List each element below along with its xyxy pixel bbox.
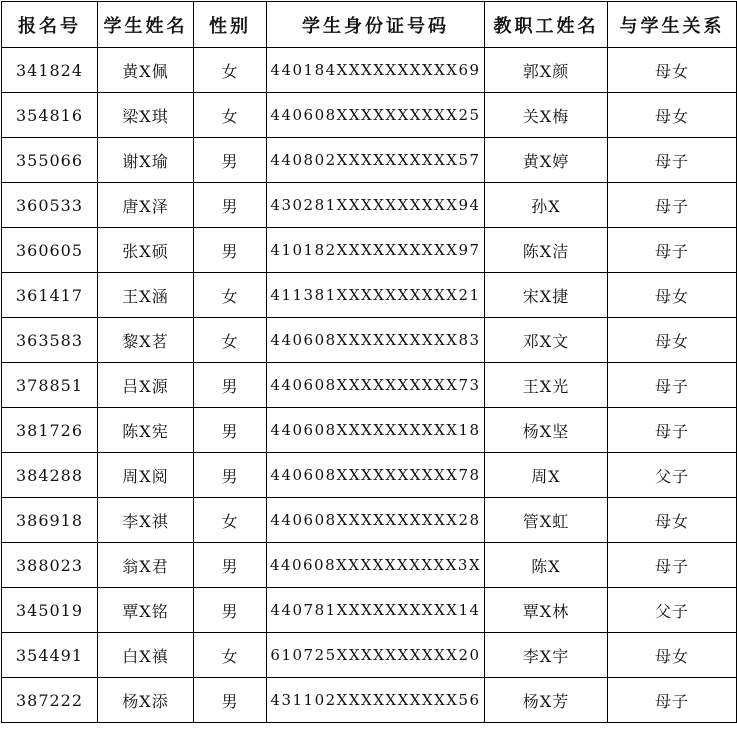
student-name-cell: 白X禛	[98, 633, 194, 678]
gender-cell: 女	[194, 498, 267, 543]
student-id-cell: 410182XXXXXXXXXX97	[267, 228, 485, 273]
student-id-cell: 610725XXXXXXXXXX20	[267, 633, 485, 678]
student-staff-relation-table	[1, 1, 737, 723]
registration-number-cell: 345019	[2, 588, 98, 633]
header-staff-name: 教职工姓名	[485, 2, 608, 48]
table-row	[2, 633, 737, 678]
student-id-cell: 440608XXXXXXXXXX78	[267, 453, 485, 498]
relationship-cell: 母子	[608, 363, 737, 408]
student-name-cell: 黄X佩	[98, 48, 194, 93]
gender-cell: 男	[194, 453, 267, 498]
gender-cell: 男	[194, 408, 267, 453]
relationship-cell: 母子	[608, 183, 737, 228]
registration-number-cell: 386918	[2, 498, 98, 543]
staff-name-cell: 杨X芳	[485, 678, 608, 723]
registration-number-cell: 387222	[2, 678, 98, 723]
header-registration-number: 报名号	[2, 2, 98, 48]
table-row	[2, 228, 737, 273]
registration-number-cell: 378851	[2, 363, 98, 408]
relationship-cell: 母女	[608, 498, 737, 543]
staff-name-cell: 管X虹	[485, 498, 608, 543]
student-id-cell: 440608XXXXXXXXXX73	[267, 363, 485, 408]
staff-name-cell: 关X梅	[485, 93, 608, 138]
gender-cell: 女	[194, 93, 267, 138]
registration-number-cell: 361417	[2, 273, 98, 318]
staff-name-cell: 覃X林	[485, 588, 608, 633]
table-row	[2, 318, 737, 363]
student-name-cell: 王X涵	[98, 273, 194, 318]
student-id-cell: 430281XXXXXXXXXX94	[267, 183, 485, 228]
student-name-cell: 翁X君	[98, 543, 194, 588]
table-body	[2, 48, 737, 723]
student-id-cell: 440608XXXXXXXXXX83	[267, 318, 485, 363]
student-id-cell: 440608XXXXXXXXXX18	[267, 408, 485, 453]
relationship-cell: 母子	[608, 408, 737, 453]
relationship-cell: 母子	[608, 228, 737, 273]
gender-cell: 女	[194, 273, 267, 318]
table-row	[2, 273, 737, 318]
header-student-name: 学生姓名	[98, 2, 194, 48]
student-name-cell: 李X祺	[98, 498, 194, 543]
relationship-cell: 母子	[608, 138, 737, 183]
header-student-id-number: 学生身份证号码	[267, 2, 485, 48]
registration-number-cell: 384288	[2, 453, 98, 498]
student-id-cell: 440781XXXXXXXXXX14	[267, 588, 485, 633]
relationship-cell: 母子	[608, 678, 737, 723]
header-gender: 性别	[194, 2, 267, 48]
student-name-cell: 张X硕	[98, 228, 194, 273]
student-id-cell: 440608XXXXXXXXXX28	[267, 498, 485, 543]
student-name-cell: 黎X茗	[98, 318, 194, 363]
relationship-cell: 母女	[608, 318, 737, 363]
registration-number-cell: 360605	[2, 228, 98, 273]
student-id-cell: 440608XXXXXXXXXX25	[267, 93, 485, 138]
table-row	[2, 93, 737, 138]
gender-cell: 女	[194, 318, 267, 363]
student-name-cell: 陈X宪	[98, 408, 194, 453]
staff-name-cell: 邓X文	[485, 318, 608, 363]
student-name-cell: 周X阅	[98, 453, 194, 498]
header-relationship: 与学生关系	[608, 2, 737, 48]
gender-cell: 男	[194, 678, 267, 723]
student-id-cell: 431102XXXXXXXXXX56	[267, 678, 485, 723]
registration-number-cell: 381726	[2, 408, 98, 453]
relationship-cell: 母子	[608, 543, 737, 588]
staff-name-cell: 李X宇	[485, 633, 608, 678]
gender-cell: 男	[194, 543, 267, 588]
student-id-cell: 440802XXXXXXXXXX57	[267, 138, 485, 183]
registration-number-cell: 360533	[2, 183, 98, 228]
relationship-cell: 父子	[608, 453, 737, 498]
student-id-cell: 411381XXXXXXXXXX21	[267, 273, 485, 318]
relationship-cell: 母女	[608, 633, 737, 678]
staff-name-cell: 郭X颜	[485, 48, 608, 93]
staff-name-cell: 孙X	[485, 183, 608, 228]
student-name-cell: 杨X添	[98, 678, 194, 723]
registration-number-cell: 363583	[2, 318, 98, 363]
gender-cell: 女	[194, 633, 267, 678]
student-name-cell: 唐X泽	[98, 183, 194, 228]
table-row	[2, 453, 737, 498]
student-id-cell: 440608XXXXXXXXXX3X	[267, 543, 485, 588]
student-name-cell: 谢X瑜	[98, 138, 194, 183]
gender-cell: 男	[194, 228, 267, 273]
table-row	[2, 543, 737, 588]
student-name-cell: 吕X源	[98, 363, 194, 408]
staff-name-cell: 宋X捷	[485, 273, 608, 318]
registration-number-cell: 341824	[2, 48, 98, 93]
table-row	[2, 183, 737, 228]
table-row	[2, 678, 737, 723]
table-row	[2, 363, 737, 408]
staff-name-cell: 王X光	[485, 363, 608, 408]
registration-number-cell: 354816	[2, 93, 98, 138]
table-row	[2, 138, 737, 183]
gender-cell: 女	[194, 48, 267, 93]
relationship-cell: 父子	[608, 588, 737, 633]
gender-cell: 男	[194, 183, 267, 228]
relationship-cell: 母女	[608, 48, 737, 93]
student-id-cell: 440184XXXXXXXXXX69	[267, 48, 485, 93]
staff-name-cell: 黄X婷	[485, 138, 608, 183]
staff-name-cell: 杨X坚	[485, 408, 608, 453]
table-row	[2, 408, 737, 453]
registration-number-cell: 354491	[2, 633, 98, 678]
table-header-row	[2, 2, 737, 48]
staff-name-cell: 陈X洁	[485, 228, 608, 273]
table-row	[2, 588, 737, 633]
table-row	[2, 48, 737, 93]
registration-number-cell: 355066	[2, 138, 98, 183]
student-name-cell: 梁X琪	[98, 93, 194, 138]
staff-name-cell: 陈X	[485, 543, 608, 588]
staff-name-cell: 周X	[485, 453, 608, 498]
relationship-cell: 母女	[608, 93, 737, 138]
relationship-cell: 母女	[608, 273, 737, 318]
gender-cell: 男	[194, 363, 267, 408]
registration-number-cell: 388023	[2, 543, 98, 588]
gender-cell: 男	[194, 588, 267, 633]
gender-cell: 男	[194, 138, 267, 183]
table-row	[2, 498, 737, 543]
student-name-cell: 覃X铭	[98, 588, 194, 633]
